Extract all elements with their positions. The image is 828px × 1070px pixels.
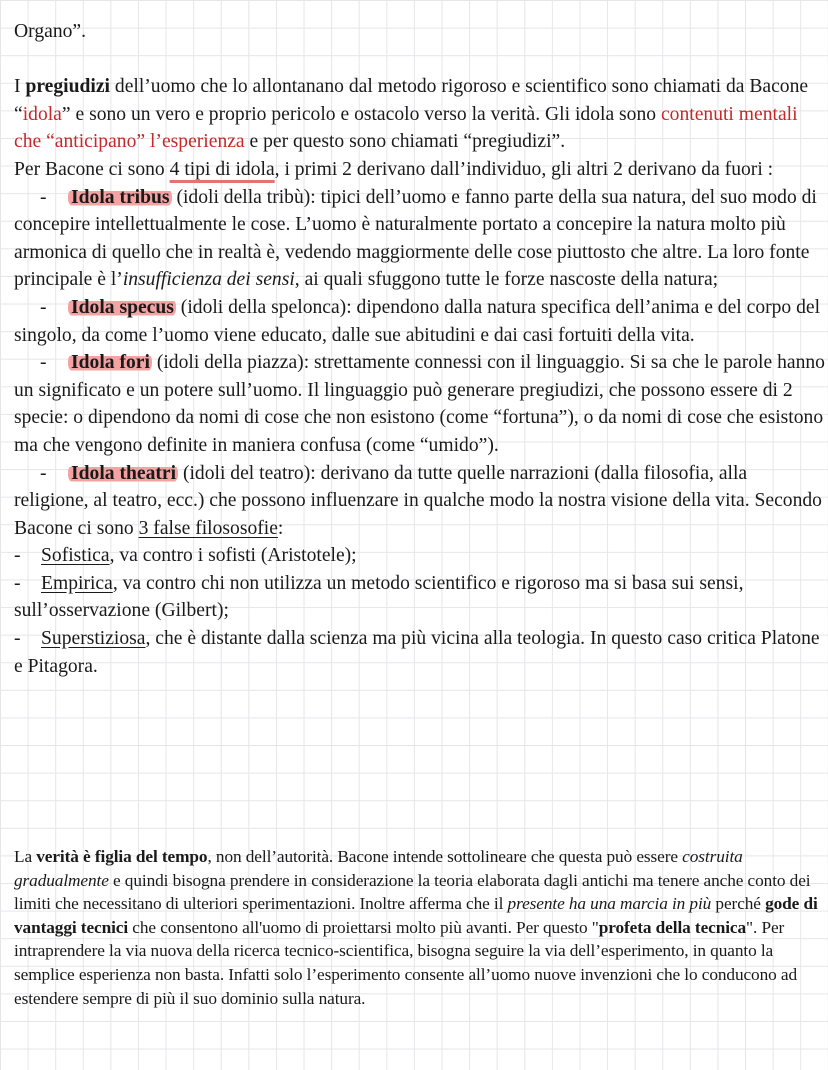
highlight-idola-theatri: Idola theatri — [68, 463, 178, 484]
list-item-idola-theatri: - Idola theatri (idoli del teatro): derivano da tutte quelle narrazioni (dalla filosofia, alla religione, al teatro, ecc.) che possono influenzare in qualche modo la nostra visione della vita. Secondo Bacone ci sono 3 false filososofie: — [14, 462, 822, 539]
list-item-sofistica: - Sofistica, va contro i sofisti (Aristotele); — [14, 545, 357, 567]
list-item-superstiziosa: - Superstiziosa, che è distante dalla scienza ma più vicina alla teologia. In questo caso critica Platone e Pitagora. — [14, 628, 820, 677]
bold-pregiudizi: pregiudizi — [25, 76, 110, 98]
paragraph-tipi-idola: Per Bacone ci sono 4 tipi di idola, i primi 2 derivano dall’individuo, gli altri 2 derivano da fuori : — [14, 158, 774, 180]
section-idola — [14, 18, 826, 680]
underlined-superstiziosa: Superstiziosa — [41, 628, 146, 650]
highlight-idola-specus: Idola specus — [68, 297, 176, 318]
italic-presente: presente ha una marcia in più — [507, 894, 712, 914]
underlined-sofistica: Sofistica — [41, 545, 110, 567]
red-idola: idola — [22, 103, 62, 125]
bold-vantaggi-tecnici: gode di vantaggi tecnici — [14, 894, 818, 937]
list-item-idola-specus: - Idola specus (idoli della spelonca): dipendono dalla natura specifica dell’anima e del corpo del singolo, da come l’uomo viene educato, dalle sue abitudini e dai casi fortuiti della vita. — [14, 296, 821, 346]
top-line: Organo”. — [14, 21, 87, 42]
bold-verita: verità è figlia del tempo — [36, 847, 208, 866]
bold-profeta-della-tecnica: profeta della tecnica — [598, 917, 747, 937]
blank-line — [14, 46, 826, 74]
highlight-idola-tribus: Idola tribus — [68, 187, 172, 208]
red-contenuti-mentali: contenuti mentali che “anticipano” l’esperienza — [14, 103, 798, 153]
highlight-idola-fori: Idola fori — [68, 352, 152, 373]
italic-costruita: costruita gradualmente — [14, 847, 743, 890]
list-item-idola-fori: - Idola fori (idoli della piazza): strettamente connessi con il linguaggio. Si sa che le parole hanno un significato e un potere sull’uomo. Il linguaggio può generare pregiudizi, che possono essere di 2 specie: o dipendono da nomi di cose che non esistono (come “fortuna”), o da nomi di cose che esistono ma che vengono definite in maniera confusa (come “umido”). — [14, 352, 825, 456]
underlined-empirica: Empirica — [41, 572, 113, 594]
paragraph-pregiudizi: I pregiudizi dell’uomo che lo allontanano dal metodo rigoroso e scientifico sono chiamati da Bacone “idola” e sono un vero e proprio pericolo e ostacolo verso la verità. Gli idola sono contenuti mentali che “anticipano” l’esperienza e per questo sono chiamati “pregiudizi”. — [14, 76, 809, 153]
underlined-3-false-filosofie: 3 false filososofie — [138, 517, 278, 539]
underlined-4-tipi: 4 tipi di idola — [169, 158, 275, 180]
paragraph-verita-figlia-del-tempo: La verità è figlia del tempo, non dell’autorità. Bacone intende sottolineare che questa può essere costruita gradualmente e quindi bisogna prendere in considerazione la teoria elaborata dagli antichi ma tenere anche conto dei limiti che necessitano di ulteriori sperimentazioni. Inoltre afferma che il presente ha una marcia in più perché gode di vantaggi tecnici che consentono all'uomo di proiettarsi molto più avanti. Per questo "profeta della tecnica". Per intraprendere la via nuova della ricerca tecnico-scientifica, bisogna seguire la via dell’esperimento, in quanto la semplice esperienza non basta. Infatti solo l’esperimento consente all’uomo nuove invenzioni che lo conducono ad estendere sempre di più il suo dominio sulla natura. — [14, 847, 818, 1008]
list-item-idola-tribus: - Idola tribus (idoli della tribù): tipici dell’uomo e fanno parte della sua natura, del suo modo di concepire intellettualmente le cose. L’uomo è naturalmente portato a concepire la natura molto più armonica di quello che in realtà è, vedendo maggiormente delle cose piuttosto che altre. La loro fonte principale è l’insufficienza dei sensi, ai quali sfuggono tutte le forze nascoste della natura; — [14, 186, 817, 291]
list-item-empirica: - Empirica, va contro chi non utilizza un metodo scientifico e rigoroso ma si basa sui sensi, sull’osservazione (Gilbert); — [14, 572, 744, 622]
section-verita — [14, 845, 828, 1010]
